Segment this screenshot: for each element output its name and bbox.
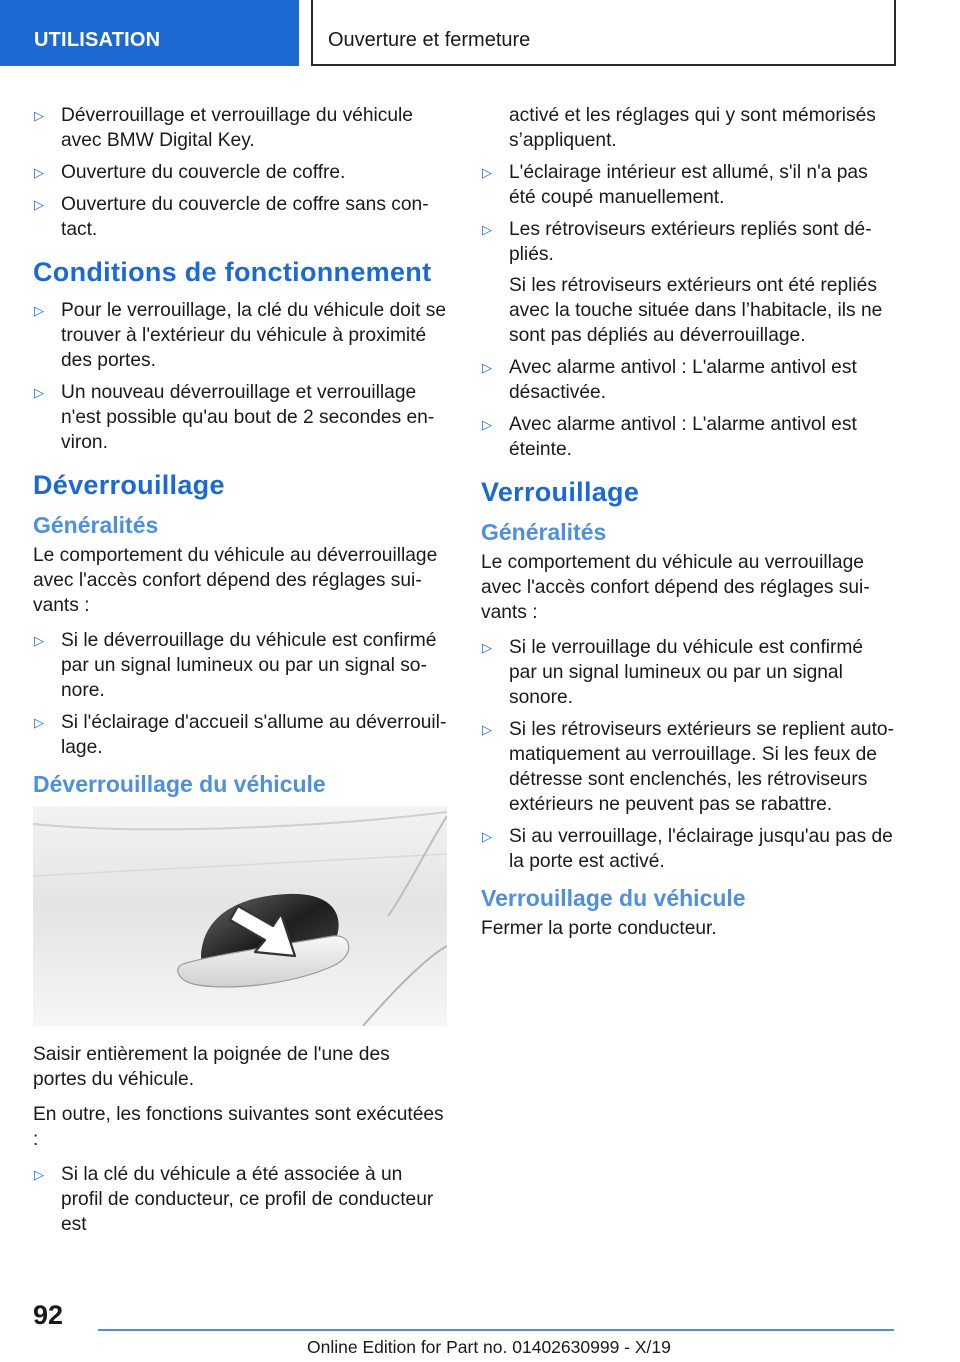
list-item: ▷ Avec alarme antivol : L'alarme antivol est désactivée. [482, 357, 857, 403]
triangle-bullet-icon: ▷ [34, 633, 44, 648]
lock-vehicle-heading: Verrouillage du véhicule [481, 885, 746, 911]
list-item: ▷ Un nouveau déverrouillage et verrouillage n'est possible qu'au bout de 2 secondes environ. [34, 382, 435, 453]
triangle-bullet-icon: ▷ [34, 303, 44, 318]
functions-intro-text: En outre, les fonctions suivantes sont exécutées : [33, 1104, 444, 1150]
conditions-heading: Conditions de fonctionnement [33, 257, 432, 287]
triangle-bullet-icon: ▷ [34, 715, 44, 730]
list-item: ▷ Si au verrouillage, l'éclairage jusqu'au pas de la porte est activé. [482, 826, 893, 872]
edition-footer-link[interactable]: Online Edition for Part no. 01402630999 - X/19 [307, 1337, 671, 1357]
triangle-bullet-icon: ▷ [34, 108, 44, 123]
lock-general-bullet-list [481, 635, 895, 874]
lock-vehicle-text: Fermer la porte conducteur. [481, 918, 717, 939]
functions-continued-bullet-list [481, 160, 895, 462]
triangle-bullet-icon: ▷ [482, 360, 492, 375]
door-handle-illustration [33, 806, 447, 1026]
list-item: ▷ Si la clé du véhicule a été associée à un profil de conducteur, ce profil de conducteur est [34, 1164, 434, 1235]
list-item: ▷ Ouverture du couvercle de coffre sans contact. [34, 194, 429, 240]
page-header [0, 0, 960, 66]
lock-general-text: Le comportement du véhicule au verrouillage avec l'accès confort dépend des réglages suivants : [481, 552, 870, 623]
conditions-bullet-list [33, 298, 447, 455]
lock-general-heading: Généralités [481, 519, 607, 545]
triangle-bullet-icon: ▷ [482, 722, 492, 737]
list-item: ▷ Pour le verrouillage, la clé du véhicule doit se trouver à l'extérieur du véhicule à proximité des portes. [34, 300, 447, 371]
triangle-bullet-icon: ▷ [482, 640, 492, 655]
list-item: ▷ Avec alarme antivol : L'alarme antivol est éteinte. [482, 414, 857, 460]
list-item: ▷ Déverrouillage et verrouillage du véhicule avec BMW Digital Key. [34, 105, 413, 151]
unlock-general-heading: Généralités [33, 512, 159, 538]
unlock-vehicle-heading: Déverrouillage du véhicule [33, 771, 326, 797]
list-item: ▷ Si le verrouillage du véhicule est confirmé par un signal lumineux ou par un signal sonore. [482, 637, 864, 708]
unlock-general-text: Le comportement du véhicule au déverrouillage avec l'accès confort dépend des réglages suivants : [33, 545, 438, 616]
triangle-bullet-icon: ▷ [482, 222, 492, 237]
footer-divider [98, 1329, 894, 1331]
triangle-bullet-icon: ▷ [34, 165, 44, 180]
lock-heading: Verrouillage [481, 477, 640, 507]
triangle-bullet-icon: ▷ [34, 1167, 44, 1182]
unlock-heading: Déverrouillage [33, 470, 225, 500]
list-item: ▷ Si l'éclairage d'accueil s'allume au déverrouillage. [34, 712, 447, 758]
triangle-bullet-icon: ▷ [482, 829, 492, 844]
intro-bullet-list [33, 103, 447, 242]
list-item: ▷ Les rétroviseurs extérieurs repliés sont dépliés. Si les rétroviseurs extérieurs ont été repliés avec la touche située dans l’habitacle, ils ne sont pas dépliés au déverrouillage. [481, 217, 895, 348]
triangle-bullet-icon: ▷ [482, 417, 492, 432]
unlock-general-bullet-list [33, 628, 447, 760]
triangle-bullet-icon: ▷ [482, 165, 492, 180]
door-handle-image [33, 806, 447, 1026]
right-column [481, 103, 895, 951]
mirror-note: Si les rétroviseurs extérieurs ont été repliés avec la touche située dans l’habitacle, ils ne sont pas dépliés au déverrouillage. [509, 275, 883, 346]
list-item: ▷ Si le déverrouillage du véhicule est confirmé par un signal lumineux ou par un signal sonore. [34, 630, 437, 701]
list-item: ▷ Ouverture du couvercle de coffre. [34, 162, 346, 183]
list-item: ▷ L'éclairage intérieur est allumé, s'il n'a pas été coupé manuellement. [482, 162, 868, 208]
list-item: ▷ Si les rétroviseurs extérieurs se replient automatiquement au verrouillage. Si les feux de détresse sont enclenchés, les rétroviseurs extérieurs ne peuvent pas se rabattre. [482, 719, 894, 815]
triangle-bullet-icon: ▷ [34, 385, 44, 400]
continued-bullet-text: activé et les réglages qui y sont mémorisés s’appliquent. [509, 105, 876, 151]
left-column [33, 103, 447, 1244]
chapter-title: Ouverture et fermeture [311, 0, 896, 66]
section-tab[interactable]: UTILISATION [0, 0, 299, 66]
functions-bullet-list [33, 1162, 447, 1237]
page-number: 92 [33, 1300, 64, 1330]
triangle-bullet-icon: ▷ [34, 197, 44, 212]
grab-handle-text: Saisir entièrement la poignée de l'une des portes du véhicule. [33, 1044, 390, 1090]
